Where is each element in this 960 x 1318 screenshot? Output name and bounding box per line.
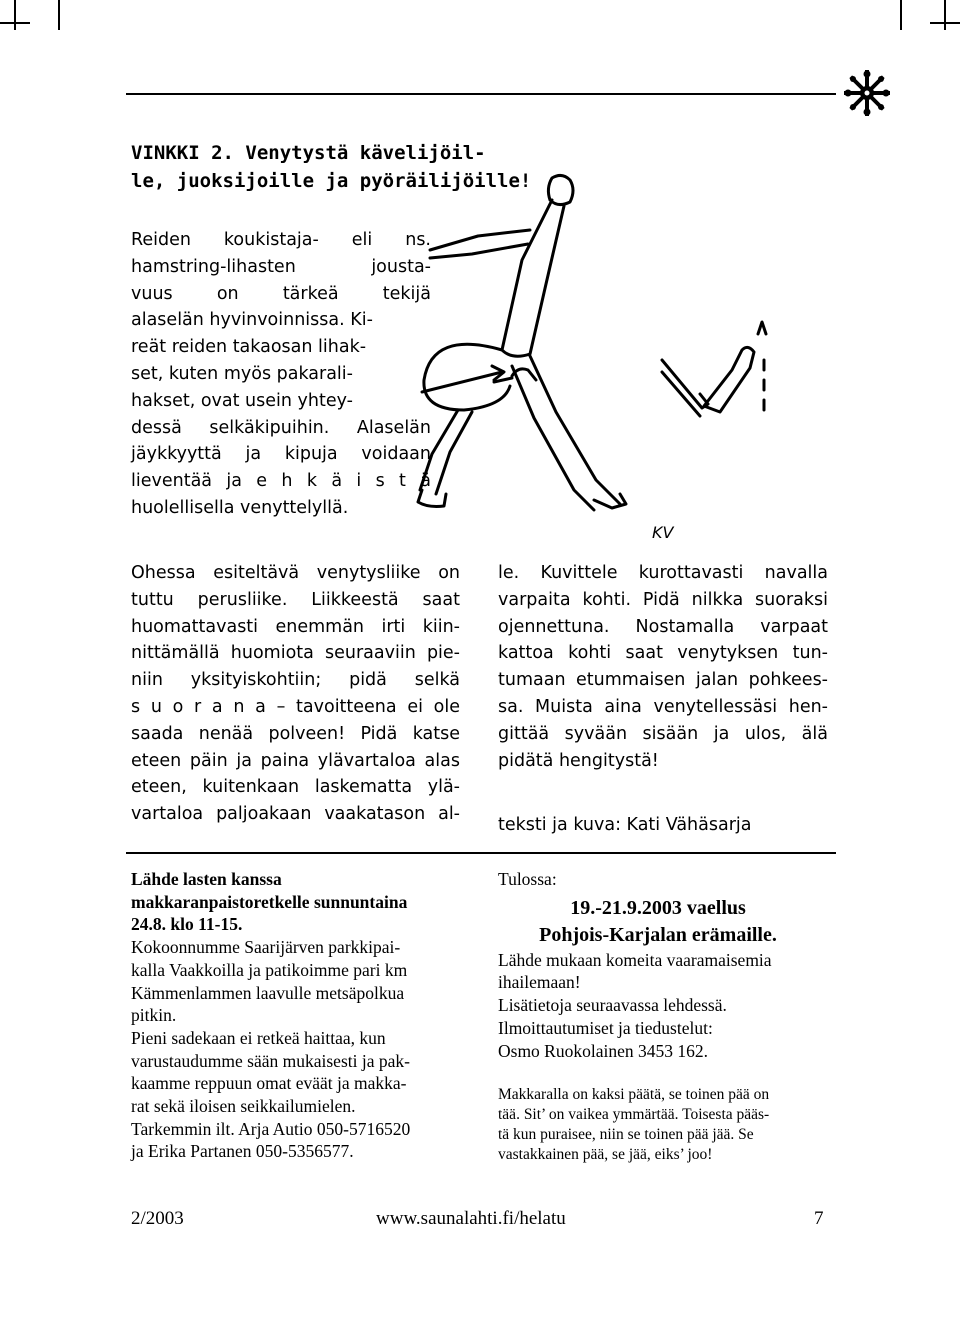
upcoming-title-line: 19.-21.9.2003 vaellus xyxy=(570,896,746,919)
joke-line: tää. Sit’ on vaikea ymmärtää. Toisesta pääs- xyxy=(498,1106,770,1123)
section-divider xyxy=(126,852,836,854)
upcoming-line: Osmo Ruokolainen 3453 162. xyxy=(498,1040,708,1061)
tip-intro xyxy=(131,227,431,522)
crop-mark-top-right xyxy=(900,0,902,30)
crop-mark-right-top xyxy=(930,22,960,24)
intro-line: vuus on tärkeä tekijä xyxy=(131,283,431,304)
body-line: eteen päin ja paina ylävartaloa alas xyxy=(131,750,460,771)
hike-line: kalla Vaakkoilla ja patikoimme pari km xyxy=(131,959,408,980)
crop-mark-top-left xyxy=(14,0,16,30)
upcoming-line: Lähde mukaan komeita vaaramaisemia xyxy=(498,949,772,970)
illustration-signature: KV xyxy=(652,523,674,542)
hike-line: pitkin. xyxy=(131,1005,177,1026)
upcoming-line: Ilmoittautumiset ja tiedustelut: xyxy=(498,1017,713,1038)
body-line: saada nenää polveen! Pidä katse xyxy=(131,723,460,744)
intro-line: set, kuten myös pakarali- xyxy=(131,363,353,384)
hike-line: Pieni sadekaan ei retkeä haittaa, kun xyxy=(131,1027,386,1048)
footer-issue: 2/2003 xyxy=(131,1208,184,1229)
body-line: vartaloa paljoakaan vaakatason al- xyxy=(131,804,460,825)
body-line: pidätä hengitystä! xyxy=(498,750,659,771)
body-line: varpaita kohti. Pidä nilkka suoraksi xyxy=(498,589,828,610)
joke-line: vastakkainen pää, se jää, eiks’ joo! xyxy=(498,1146,713,1163)
upcoming-title-line: Pohjois-Karjalan erämaille. xyxy=(539,923,777,946)
hike-bold-line: makkaranpaistoretkelle sunnuntaina xyxy=(131,891,408,912)
body-line: eteen, kuitenkaan laskematta ylä- xyxy=(131,777,460,798)
intro-line: Reiden koukistaja- eli ns. xyxy=(131,230,431,250)
hike-bold-line: 24.8. klo 11-15. xyxy=(131,914,243,935)
upcoming-line: Lisätietoja seuraavassa lehdessä. xyxy=(498,995,727,1016)
tip-body-right xyxy=(498,560,828,774)
body-line: tumaan etummaisen jalan pohkees- xyxy=(498,670,828,691)
body-line: le. Kuvittele kurottavasti navalla xyxy=(498,563,828,583)
hike-line: Kokoonnumme Saarijärven parkkipai- xyxy=(131,937,401,958)
tip-body-left xyxy=(131,560,460,828)
footer-page-number: 7 xyxy=(814,1208,824,1229)
body-line: s u o r a n a – tavoitteena ei ole xyxy=(131,696,460,717)
hike-line: varustaudumme sään mukaisesti ja pak- xyxy=(131,1050,410,1071)
intro-line: huolellisella venyttelyllä. xyxy=(131,497,349,518)
body-line: tuttu perusliike. Liikkeestä saat xyxy=(131,589,460,610)
hike-line: kaamme reppuun omat eväät ja makka- xyxy=(131,1073,407,1094)
intro-line: reät reiden takaosan lihak- xyxy=(131,337,367,358)
crop-mark-top-right-2 xyxy=(944,0,946,30)
intro-line: jäykkyyttä ja kipuja voidaan xyxy=(131,444,431,465)
hike-line: rat sekä iloisen seikkailumielen. xyxy=(131,1096,356,1117)
snowflake-icon xyxy=(842,68,892,118)
body-line: Ohessa esiteltävä venytysliike on xyxy=(131,563,460,583)
body-line: huomattavasti enemmän irti kiin- xyxy=(131,616,460,637)
footer-website: www.saunalahti.fi/helatu xyxy=(376,1208,566,1229)
hike-line: Tarkemmin ilt. Arja Autio 050-5716520 xyxy=(131,1118,411,1139)
upcoming-trip xyxy=(498,868,838,1062)
stretch-illustration xyxy=(412,160,792,550)
tip-credit: teksti ja kuva: Kati Vähäsarja xyxy=(498,815,752,835)
upcoming-label: Tulossa: xyxy=(498,869,557,889)
sausage-joke xyxy=(498,1085,828,1165)
hike-bold-line: Lähde lasten kanssa xyxy=(131,869,282,889)
body-line: sa. Muista aina venytellessäsi hen- xyxy=(498,696,828,717)
intro-line: lieventää ja e h k ä i s t ä xyxy=(131,471,431,492)
tip-heading-line: le, juoksijoille ja pyöräilijöille! xyxy=(131,170,532,192)
intro-line: alaselän hyvinvoinnissa. Ki- xyxy=(131,310,373,331)
joke-line: tä kun puraisee, niin se toinen pää jää. Se xyxy=(498,1126,754,1143)
hike-announcement xyxy=(131,868,461,1163)
hike-line: ja Erika Partanen 050-5356577. xyxy=(131,1141,354,1162)
header-rule xyxy=(126,93,836,95)
crop-mark-top-left-2 xyxy=(58,0,60,30)
crop-mark-left-top xyxy=(0,22,30,24)
joke-line: Makkaralla on kaksi päätä, se toinen pää on xyxy=(498,1086,770,1103)
body-line: niin yksityiskohtiin; pidä selkä xyxy=(131,670,460,691)
intro-line: hamstring-lihasten jousta- xyxy=(131,256,431,277)
body-line: ojennettuna. Nostamalla varpaat xyxy=(498,616,828,637)
intro-line: hakset, ovat usein yhtey- xyxy=(131,390,353,411)
body-line: gittää syvään sisään ja ulos, älä xyxy=(498,723,828,744)
upcoming-line: ihailemaan! xyxy=(498,972,581,993)
hike-line: Kämmenlammen laavulle metsäpolkua xyxy=(131,982,405,1003)
body-line: kattoa kohti saat venytyksen tun- xyxy=(498,643,828,664)
intro-line: dessä selkäkipuihin. Alaselän xyxy=(131,417,431,438)
body-line: nittämällä huomiota seuraaviin pie- xyxy=(131,643,460,664)
tip-heading-line: VINKKI 2. Venytystä kävelijöil- xyxy=(131,142,486,164)
